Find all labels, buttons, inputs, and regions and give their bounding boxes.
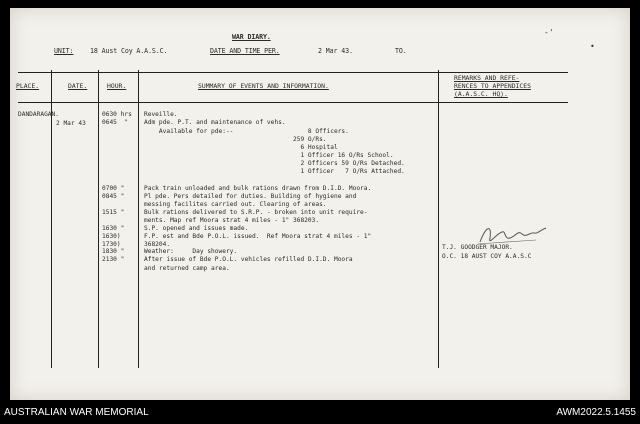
col-place-header: PLACE. [16, 82, 40, 90]
entry-text: 368204. [144, 241, 171, 248]
entry-hour: 1630 " [102, 225, 125, 232]
entry-text: Bulk rations delivered to S.R.P. - broken into unit require- [144, 209, 368, 216]
column-divider [138, 70, 139, 368]
entry-text: and returned camp area. [144, 265, 230, 272]
entry-text: Pl pde. Pers detailed for duties. Building of hygiene and [144, 193, 357, 200]
diary-title: WAR DIARY. [232, 33, 271, 41]
margin-mark: -' [544, 28, 554, 37]
entry-hour: 1630) [102, 233, 121, 240]
place-cell: DANDARAGAN. [18, 111, 59, 118]
entry-text: 1 Officer 7 O/Rs Attached. [144, 168, 405, 175]
entry-text: Weather: Day showery. [144, 248, 238, 255]
entry-text: After issue of Bde P.O.L. vehicles refilled D.I.D. Moora [144, 256, 353, 263]
col-date-header: DATE. [68, 82, 88, 90]
header-top-rule [18, 72, 568, 73]
margin-mark: • [590, 42, 595, 51]
entry-text: F.P. est and Bde P.O.L. issued. Ref Moora strat 4 miles - 1" [144, 233, 372, 240]
signature-name: T.J. GOODGER MAJOR. [442, 244, 513, 251]
entry-text: 259 O/Rs. [144, 136, 327, 143]
signature-title: O.C. 18 AUST COY A.A.S.C [442, 253, 532, 260]
entry-text: messing facilites carried out. Clearing of areas. [144, 201, 327, 208]
footer-source: AUSTRALIAN WAR MEMORIAL [4, 407, 149, 418]
entry-text: Available for pde:-- 8 Officers. [144, 128, 349, 135]
date-cell: 2 Mar 43 [56, 120, 86, 127]
entry-text: Adm pde. P.T. and maintenance of vehs. [144, 119, 286, 126]
col-summary-header: SUMMARY OF EVENTS AND INFORMATION. [198, 82, 329, 90]
document-sheet [10, 8, 630, 400]
column-divider [98, 70, 99, 368]
to-label: TO. [395, 47, 407, 55]
entry-text: 2 Officers 59 O/Rs Detached. [144, 160, 405, 167]
entry-text: Reveille. [144, 111, 178, 118]
entry-text: Pack train unloaded and bulk rations drawn from D.I.D. Moora. [144, 185, 372, 192]
entry-hour: 0630 hrs [102, 111, 132, 118]
col-remarks-header-2: RENCES TO APPENDICES [454, 82, 531, 90]
column-divider [438, 70, 439, 368]
col-hour-header: HOUR. [107, 82, 127, 90]
entry-text: ments. Map ref Moora strat 4 miles - 1" 368203. [144, 217, 320, 224]
unit-label: UNIT: [54, 47, 74, 55]
date-label: DATE AND TIME PER. [210, 47, 280, 55]
entry-text: S.P. opened and issues made. [144, 225, 249, 232]
col-remarks-header-3: (A.A.S.C. HQ). [454, 90, 508, 98]
entry-text: 1 Officer 16 O/Rs School. [144, 152, 394, 159]
header-bottom-rule [18, 102, 568, 103]
unit-value: 18 Aust Coy A.A.S.C. [90, 47, 168, 55]
entry-hour: 0645 " [102, 119, 129, 126]
archive-footer [0, 402, 640, 424]
entry-text: 6 Hospital [144, 144, 338, 151]
entry-hour: 0700 " [102, 185, 125, 192]
footer-catalog-id: AWM2022.5.1455 [556, 407, 636, 418]
entry-hour: 0845 " [102, 193, 125, 200]
entry-hour: 1515 " [102, 209, 125, 216]
entry-hour: 1730) [102, 241, 121, 248]
entry-hour: 2130 " [102, 256, 125, 263]
entry-hour: 1830 " [102, 248, 125, 255]
col-remarks-header-1: REMARKS AND REFE- [454, 74, 520, 82]
date-value: 2 Mar 43. [318, 47, 353, 55]
